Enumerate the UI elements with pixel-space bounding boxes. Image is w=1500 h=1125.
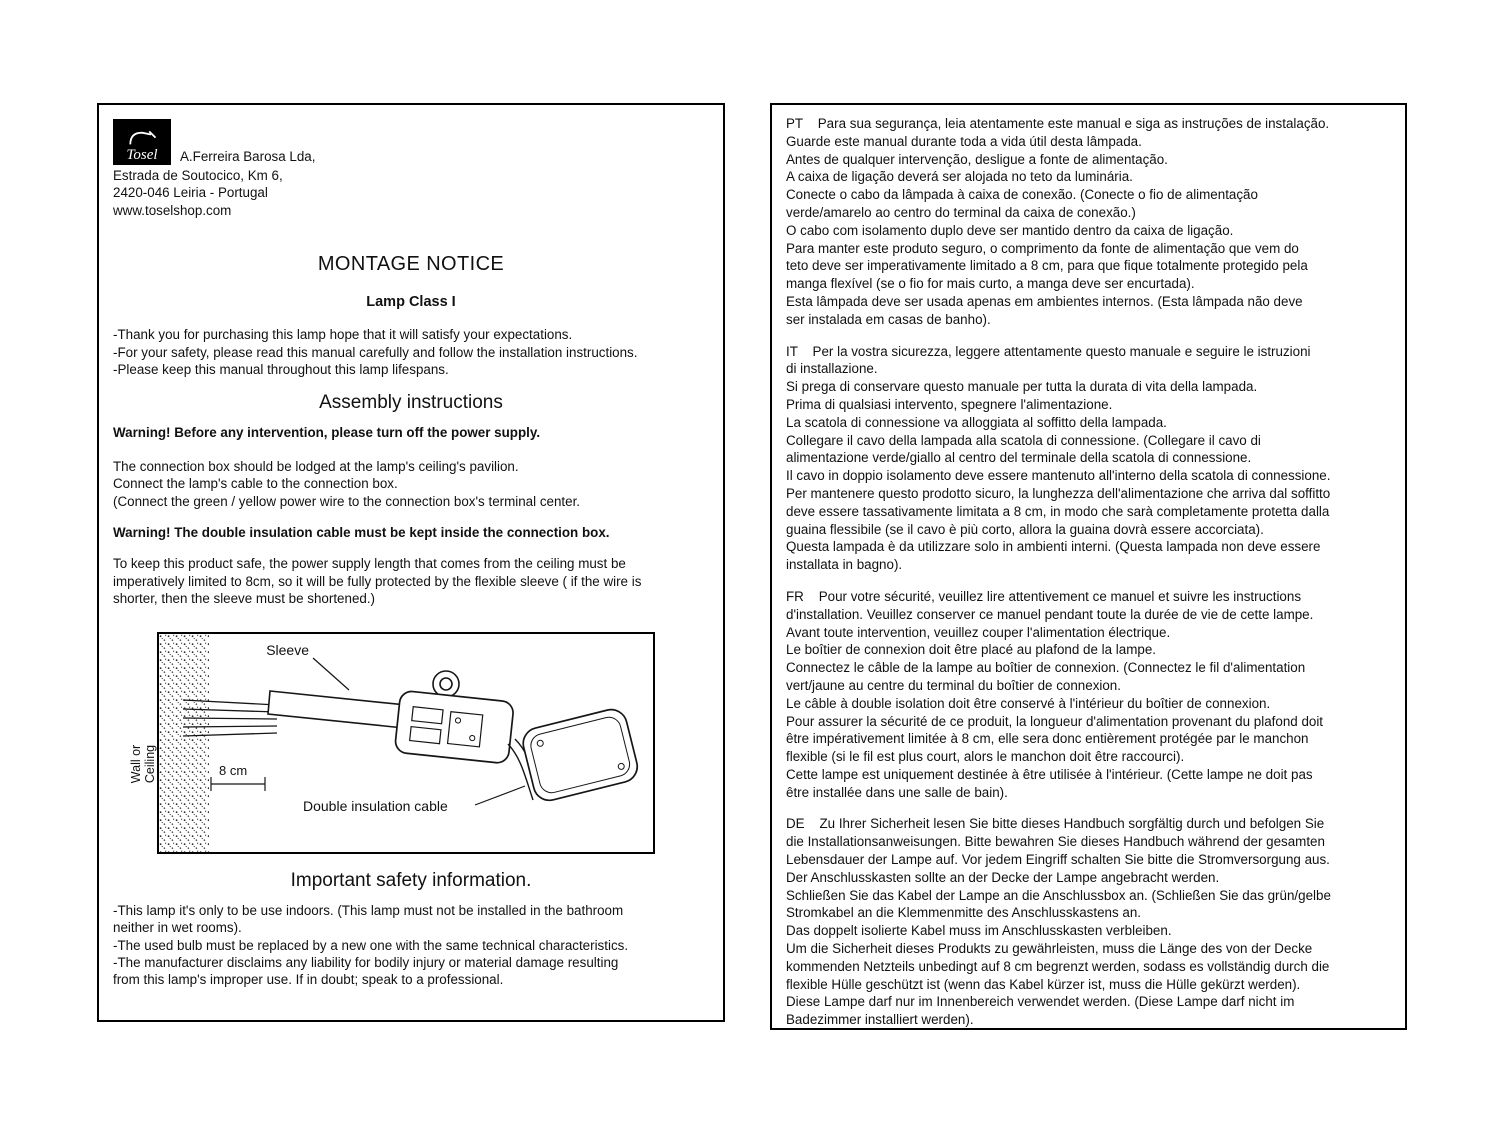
sleeve-label: Sleeve (266, 641, 309, 658)
company-address: Estrada de Soutocico, Km 6, 2420-046 Leiria - Portugal www.toselshop.com (113, 168, 283, 218)
page-title: MONTAGE NOTICE (317, 253, 505, 276)
warning-insulation: Warning! The double insulation cable must be kept inside the connection box. (113, 525, 610, 541)
connection-box (394, 690, 514, 764)
safety-heading: Important safety information. (290, 869, 532, 891)
lang-section-pt: PT Para sua segurança, leia atentamente este manual e siga as instruções de instalação. Guarde este manual durante toda a vida útil desta lâmpada. Antes de qualquer intervenção, desligue a fonte de alimentação. A caixa de ligação deverá ser alojada no teto da luminária. Conecte o cabo da lâmpada à caixa de conexão. (Conecte o fio de alimentação verde/amarelo ao centro do terminal da caixa de conexão.) O cabo com isolamento duplo deve ser mantido dentro da caixa de ligação. Para manter este produto seguro, o comprimento da fonte de alimentação que vem do teto deve ser imperativamente limitado a 8 cm, para que fique totalmente protegido pela manga flexível (se o fio for mais curto, a manga deve ser encurtada). Esta lâmpada deve ser usada apenas em ambientes internos. (Esta lâmpada não deve ser instalada em casas de banho). (786, 116, 1330, 327)
installation-diagram (129, 632, 655, 854)
intro-text: -Thank you for purchasing this lamp hope that it will satisfy your expectations. -For your safety, please read this manual carefully and follow the installation instructions. -Please keep this manual throughout this lamp lifespans. (113, 327, 638, 378)
logo-row (113, 119, 709, 165)
lang-section-fr: FR Pour votre sécurité, veuillez lire attentivement ce manuel et suivre les instructions d'installation. Veuillez conserver ce manuel pendant toute la durée de vie de cette lampe. Avant toute intervention, veuillez couper l'alimentation électrique. Le boîtier de connexion doit être placé au plafond de la lampe. Connectez le câble de la lampe au boîtier de connexion. (Connectez le fil d'alimentation vert/jaune au centre du terminal du boîtier de connexion. Le câble à double isolation doit être conservé à l'intérieur du boîtier de connexion. Pour assurer la sécurité de ce produit, la longueur d'alimentation provenant du plafond doit être impérativement limitée à 8 cm, elle sera donc entièrement protégée par le manchon flexible (si le fil est plus court, alors le manchon doit être raccourci). Cette lampe est uniquement destinée à être utilisée à l'intérieur. (Cette lampe ne doit pas être installée dans une salle de bain). (786, 588, 1324, 800)
sleeve-instructions-text: To keep this product safe, the power supply length that comes from the ceiling must be imperatively limited to 8cm, so it will be fully protected by the flexible sleeve ( if the wire is shorter, then the sleeve must be shortened.) (113, 556, 642, 607)
hanging-ring (433, 671, 459, 697)
assembly-heading: Assembly instructions (319, 392, 503, 414)
lang-section-de: DE Zu Ihrer Sicherheit lesen Sie bitte dieses Handbuch sorgfältig durch und befolgen Sie die Installationsanweisungen. Bitte bewahren Sie dieses Handbuch während der gesamten Lebensdauer der Lampe auf. Vor jedem Eingriff schalten Sie bitte die Stromversorgung aus. Der Anschlusskasten sollte an der Decke der Lampe angebracht werden. Schließen Sie das Kabel der Lampe an die Anschlussbox an. (Schließen Sie das grün/gelbe Stromkabel an die Klemmenmitte des Anschlusskastens an. Das doppelt isolierte Kabel muss im Anschlusskasten verbleiben. Um die Sicherheit dieses Produkts zu gewährleisten, muss die Länge des von der Decke kommenden Netzteils unbedingt auf 8 cm begrenzt werden, sodass es vollständig durch die flexible Hülle geschützt ist (wenn das Kabel kürzer ist, muss die Hülle gekürzt werden). Diese Lampe darf nur im Innenbereich verwendet werden. (Diese Lampe darf nicht im Badezimmer installiert werden). (786, 816, 1331, 1028)
cable-label: Double insulation cable (303, 797, 448, 814)
wall-ceiling-label: Wall or Ceiling (129, 744, 157, 783)
assembly-instructions-text: The connection box should be lodged at the lamp's ceiling's pavilion. Connect the lamp's cable to the connection box. (Connect the green / yellow power wire to the connection box's terminal center. (113, 458, 581, 509)
warning-power-supply: Warning! Before any intervention, please turn off the power supply. (113, 425, 541, 441)
translations-page (770, 103, 1407, 1030)
lamp-icon (124, 130, 160, 148)
logo-wordmark: Tosel (126, 147, 158, 163)
sleeve-tube (268, 691, 406, 728)
lang-section-it: IT Per la vostra sicurezza, leggere attentamente questo manuale e seguire le istruzioni di installazione. Si prega di conservare questo manuale per tutta la durata di vita della lampada. Prima di qualsiasi intervento, spegnere l'alimentazione. La scatola di connessione va alloggiata al soffitto della lampada. Collegare il cavo della lampada alla scatola di connessione. (Collegare il cavo di alimentazione verde/giallo al centro del terminale della scatola di connessione. Il cavo in doppio isolamento deve essere mantenuto all'interno della scatola di connessione. Per mantenere questo prodotto sicuro, la lunghezza dell'alimentazione che arriva dal soffitto deve essere tassativamente limitata a 8 cm, in modo che sarà completamente protetta dalla guaina flessibile (se il cavo è più corto, allora la guaina dovrà essere accorciata). Questa lampada è da utilizzare solo in ambienti interni. (Questa lampada non deve essere installata in bagno). (786, 343, 1331, 573)
diagram-drawing (159, 634, 653, 852)
montage-notice-page (97, 103, 725, 1022)
tosel-logo (113, 119, 171, 165)
wall-section (159, 634, 209, 852)
company-name: A.Ferreira Barosa Lda, (180, 149, 316, 164)
safety-text: -This lamp it's only to be use indoors. (This lamp must not be installed in the bathroom neither in wet rooms). -The used bulb must be replaced by a new one with the same technical characteristics. -The manufacturer disclaims any liability for bodily injury or material damage resulting from this lamp's improper use. If in doubt; speak to a professional. (113, 902, 629, 988)
dimension-8cm (211, 777, 265, 791)
ceiling-cup (520, 706, 641, 803)
dimension-label: 8 cm (219, 762, 248, 778)
lamp-class-subtitle: Lamp Class I (366, 294, 456, 311)
diagram-frame (157, 632, 655, 854)
